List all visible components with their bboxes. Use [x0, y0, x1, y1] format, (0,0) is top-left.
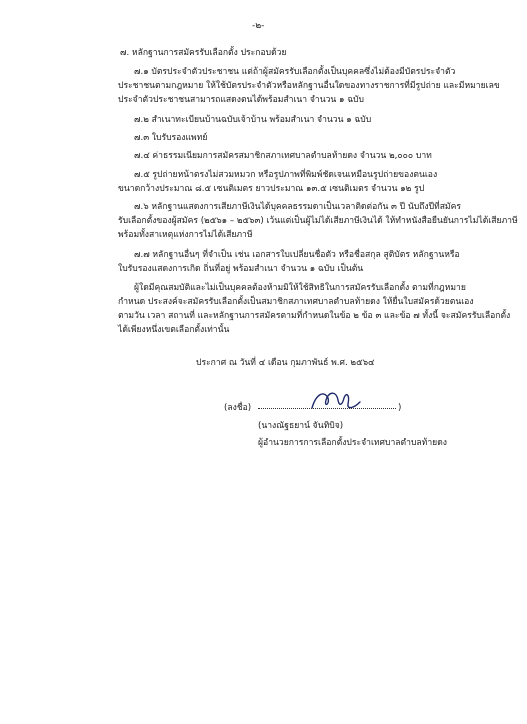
section-heading: ๗. หลักฐานการสมัครรับเลือกตั้ง ประกอบด้วย: [120, 48, 287, 58]
item-7-5-line-2: ขนาดกว้างประมาณ ๘.๕ เซนติเมตร ยาวประมาณ ๑๓.๕ เซนติเมตร จำนวน ๑๒ รูป: [118, 184, 425, 194]
item-7-6-line-2: รับเลือกตั้งของผู้สมัคร (๒๕๖๑ – ๒๕๖๓) เว้นแต่เป็นผู้ไม่ได้เสียภาษีเงินได้ ให้ทำหนังสือยืนยันการไม่ได้เสียภาษี: [118, 216, 518, 226]
handwritten-signature: [306, 386, 366, 414]
signer-name: (นางณัฐธยาน์ จันทิบิจ): [258, 421, 344, 431]
closing-line-4: ได้เพียงหนึ่งเขตเลือกตั้งเท่านั้น: [118, 325, 230, 335]
item-7-7-line-2: ใบรับรองแสดงการเกิด ถิ่นที่อยู่ พร้อมสำเนา จำนวน ๑ ฉบับ เป็นต้น: [118, 264, 364, 274]
closing-line-2: กำหนด ประสงค์จะสมัครรับเลือกตั้งเป็นสมาชิกสภาเทศบาลตำบลท้ายดง ให้ยื่นใบสมัครด้วยตนเอง: [118, 297, 474, 307]
announce-date: ประกาศ ณ วันที่ ๔ เดือน กุมภาพันธ์ พ.ศ. ๒๕๖๔: [196, 358, 375, 368]
closing-line-1: ผู้ใดมีคุณสมบัติและไม่เป็นบุคคลต้องห้ามมิให้ใช้สิทธิในการสมัครรับเลือกตั้ง ตามที่กฎหมาย: [134, 283, 466, 293]
item-7-1-line-3: ประจำตัวประชาชนสามารถแสดงตนได้พร้อมสำเนา จำนวน ๑ ฉบับ: [118, 95, 364, 105]
sign-label-open: (ลงชื่อ): [224, 403, 252, 413]
signer-position: ผู้อำนวยการการเลือกตั้งประจำเทศบาลตำบลท้ายดง: [258, 438, 447, 448]
item-7-7-line-1: ๗.๗ หลักฐานอื่นๆ ที่จำเป็น เช่น เอกสารใบเปลี่ยนชื่อตัว หรือชื่อสกุล สูติบัตร หลักฐานหรือ: [134, 250, 460, 260]
item-7-6-line-1: ๗.๖ หลักฐานแสดงการเสียภาษีเงินได้บุคคลธรรมดาเป็นเวลาติดต่อกัน ๓ ปี นับถึงปีที่สมัคร: [134, 202, 461, 212]
closing-line-3: ตามวัน เวลา สถานที่ และหลักฐานการสมัครตามที่กำหนดในข้อ ๒ ข้อ ๓ และข้อ ๗ ทั้งนี้ จะสมัครรับเลือกตั้ง: [118, 311, 511, 321]
item-7-1-line-2: ประชาชนตามกฎหมาย ให้ใช้บัตรประจำตัวหรือหลักฐานอื่นใดของทางราชการที่มีรูปถ่าย และมีหมายเลข: [118, 81, 500, 91]
item-7-5-line-1: ๗.๕ รูปถ่ายหน้าตรงไม่สวมหมวก หรือรูปภาพที่พิมพ์ชัดเจนเหมือนรูปถ่ายของตนเอง: [134, 170, 438, 180]
item-7-6-line-3: พร้อมทั้งสาเหตุแห่งการไม่ได้เสียภาษี: [118, 230, 253, 240]
item-7-3: ๗.๓ ใบรับรองแพทย์: [134, 133, 208, 143]
item-7-1-line-1: ๗.๑ บัตรประจำตัวประชาชน แต่ถ้าผู้สมัครรับเลือกตั้งเป็นบุคคลซึ่งไม่ต้องมีบัตรประจำตัว: [134, 67, 456, 77]
item-7-4: ๗.๔ ค่าธรรมเนียมการสมัครสมาชิกสภาเทศบาลตำบลท้ายดง จำนวน ๒,๐๐๐ บาท: [134, 151, 432, 161]
page-number: -๒-: [252, 21, 265, 31]
item-7-2: ๗.๒ สำเนาทะเบียนบ้านฉบับเจ้าบ้าน พร้อมสำเนา จำนวน ๑ ฉบับ: [134, 115, 372, 125]
signature-line: [258, 408, 396, 409]
sign-label-close: ): [398, 403, 402, 413]
